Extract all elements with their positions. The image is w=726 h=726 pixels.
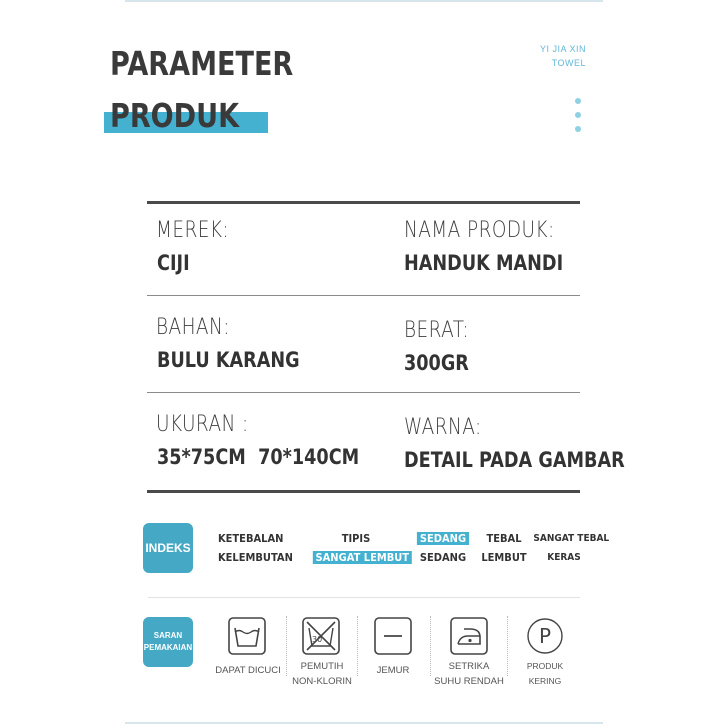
index-level-1 (308, 529, 410, 567)
decor-dot (575, 126, 581, 132)
care-badge-line1: SARAN (153, 631, 183, 640)
decor-dot (575, 112, 581, 118)
no-bleach-icon (302, 617, 340, 660)
index-badge (143, 523, 193, 573)
index-level-4-top: SANGAT TEBAL (533, 533, 610, 544)
table-bottom-rule (147, 490, 580, 493)
page-title-line1: PARAMETER (110, 44, 294, 83)
care-label-dry-clean (505, 659, 585, 689)
table-row-divider (147, 392, 580, 393)
param-label-color: WARNA: (404, 415, 482, 440)
index-level-4-bottom: KERAS (547, 552, 581, 563)
care-label-iron (429, 659, 509, 689)
param-label-product-name: NAMA PRODUK: (404, 218, 555, 243)
index-row-labels (218, 529, 293, 567)
param-label-weight: BERAT: (404, 318, 470, 343)
care-label-iron-line2: SUHU RENDAH (434, 676, 504, 687)
index-level-2-bottom: SEDANG (419, 551, 467, 564)
index-label-softness: KELEMBUTAN (218, 551, 293, 564)
no-bleach-icon-text: 30 (312, 635, 323, 644)
bottom-divider (125, 722, 603, 724)
care-label-dry (353, 663, 433, 678)
index-level-3 (478, 529, 530, 567)
care-label-wash-line1: DAPAT DICUCI (215, 665, 281, 676)
care-label-bleach (282, 659, 362, 689)
iron-icon (450, 617, 488, 660)
param-value-weight: 300GR (404, 351, 469, 375)
index-level-3-top: TEBAL (486, 532, 522, 545)
index-level-2 (410, 529, 476, 567)
param-value-material: BULU KARANG (157, 348, 300, 372)
care-badge-line2: PEMAKAIAN (143, 643, 193, 652)
brand-line2: TOWEL (551, 58, 586, 68)
care-label-dry-clean-line2: KERING (528, 676, 562, 686)
care-label-wash (208, 663, 288, 678)
care-label-bleach-line2: NON-KLORIN (292, 676, 352, 687)
param-value-color: DETAIL PADA GAMBAR (404, 448, 625, 472)
top-divider (125, 0, 603, 2)
index-level-3-bottom: LEMBUT (481, 551, 527, 564)
section-divider (148, 597, 580, 598)
decor-dot (575, 98, 581, 104)
index-badge-label: INDEKS (145, 541, 191, 555)
param-label-material: BAHAN: (156, 315, 230, 340)
care-label-iron-line1: SETRIKA (448, 661, 490, 672)
care-badge (143, 617, 193, 667)
brand-name (540, 42, 586, 70)
table-row-divider (147, 295, 580, 296)
index-level-4 (530, 529, 610, 567)
index-label-thickness: KETEBALAN (218, 532, 284, 545)
care-label-dry-line1: JEMUR (376, 665, 410, 676)
dry-flat-icon (374, 617, 412, 660)
wash-tub-icon (228, 617, 266, 660)
index-level-1-bottom-highlight: SANGAT LEMBUT (313, 551, 412, 564)
table-top-rule (147, 201, 580, 204)
brand-line1: YI JIA XIN (539, 44, 586, 54)
dry-clean-icon-text: P (538, 624, 552, 648)
param-value-size: 35*75CM 70*140CM (157, 445, 360, 469)
index-level-1-top: TIPIS (341, 532, 371, 545)
page-title-line2: PRODUK (110, 96, 240, 135)
param-value-brand: CIJI (157, 251, 190, 275)
param-label-brand: MEREK: (156, 218, 230, 243)
param-value-product-name: HANDUK MANDI (404, 251, 564, 275)
care-label-dry-clean-line1: PRODUK (526, 661, 564, 671)
index-level-2-top-highlight: SEDANG (417, 532, 469, 545)
param-label-size: UKURAN : (156, 412, 249, 437)
care-label-bleach-line1: PEMUTIH (300, 661, 344, 672)
dry-clean-icon (526, 617, 564, 660)
